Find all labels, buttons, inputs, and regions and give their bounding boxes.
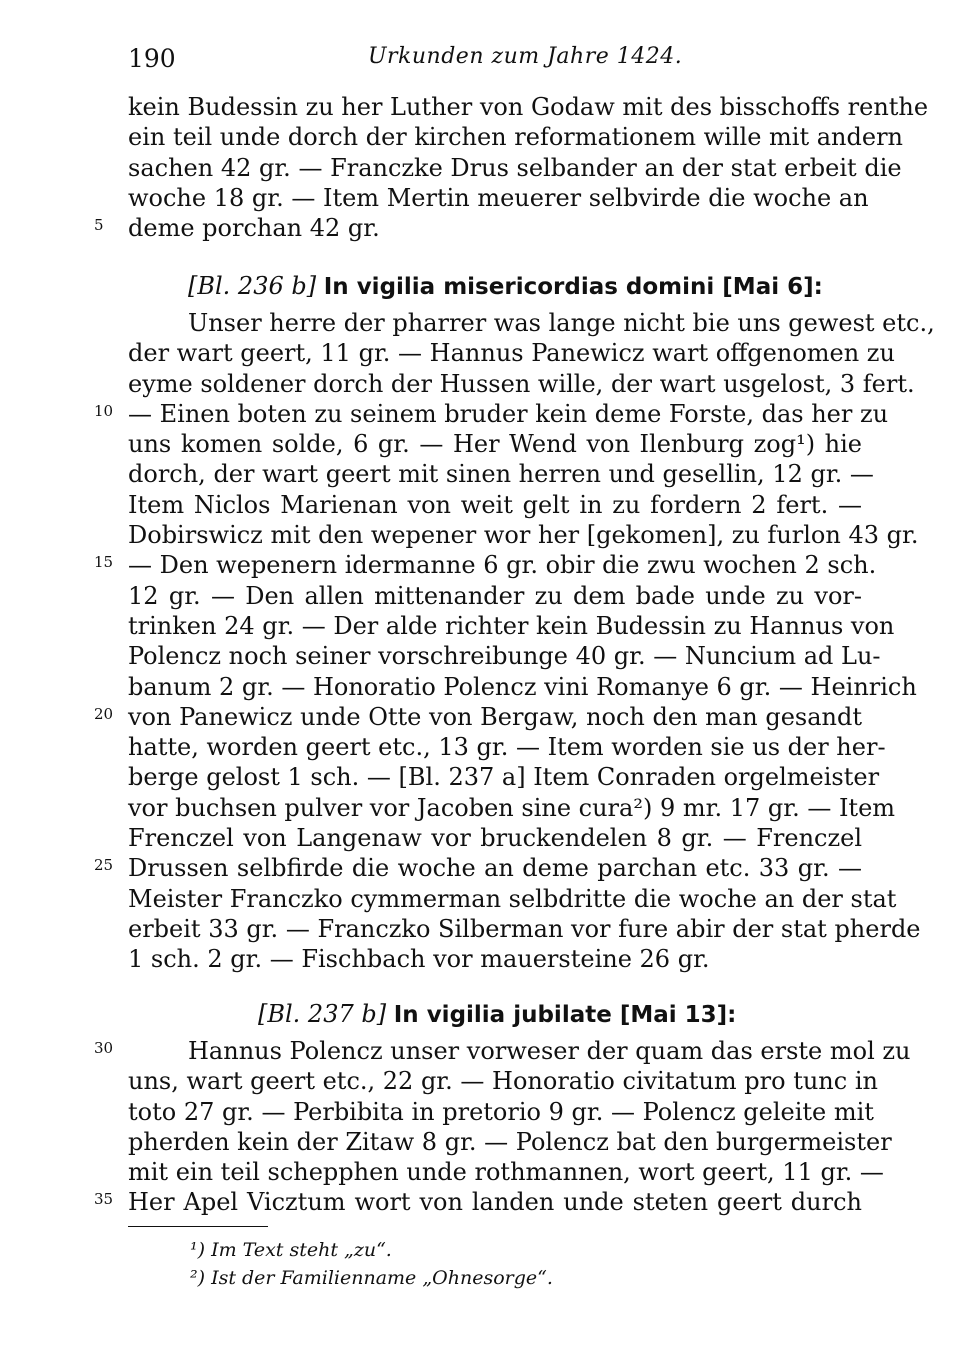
line-number: 20: [94, 704, 114, 723]
footnotes: [190, 1236, 553, 1292]
section-title: In vigilia misericordias domini [Mai 6]:: [323, 274, 823, 300]
footnote-2: ²) Ist der Familienname „Ohnesorge“.: [190, 1267, 553, 1289]
text-line: Polencz noch seiner vorschreibunge 40 gr. — Nuncium ad Lu-: [128, 642, 881, 671]
line-number: 10: [94, 401, 114, 420]
folio-reference: [Bl. 237 b]: [258, 1000, 387, 1028]
text-line: [94, 399, 889, 429]
line-text: Drussen selbfirde die woche an deme parchan etc. 33 gr. —: [128, 854, 862, 883]
text-line: dorch, der wart geert mit sinen herren und gesellin, 12 gr. —: [128, 460, 874, 489]
text-line: kein Budessin zu her Luther von Godaw mit des bisschoffs renthe: [128, 93, 929, 121]
text-line: woche 18 gr. — Item Mertin meuerer selbvirde die woche an: [128, 183, 869, 212]
text-line: banum 2 gr. — Honoratio Polencz vini Romanye 6 gr. — Heinrich: [128, 672, 917, 701]
text-line: [94, 1036, 911, 1066]
text-line: mit ein teil schepphen unde rothmannen, wort geert, 11 gr. —: [128, 1158, 884, 1187]
text-line: sachen 42 gr. — Franczke Drus selbander an der stat erbeit die: [128, 153, 902, 182]
line-text: von Panewicz unde Otte von Bergaw, noch den man gesandt: [128, 702, 862, 731]
footnote-rule: [128, 1226, 268, 1227]
text-line: vor buchsen pulver vor Jacoben sine cura²) 9 mr. 17 gr. — Item: [128, 793, 896, 822]
footnote-1: ¹) Im Text steht „zu“.: [190, 1239, 392, 1261]
text-line: Dobirswicz mit den wepener wor her [gekomen], zu furlon 43 gr.: [128, 521, 919, 550]
page-number: 190: [128, 44, 176, 73]
folio-reference: [Bl. 236 b]: [188, 272, 317, 300]
text-line: berge gelost 1 sch. — [Bl. 237 a] Item Conraden orgelmeister: [128, 763, 880, 792]
text-line: toto 27 gr. — Perbibita in pretorio 9 gr. — Polencz geleite mit: [128, 1097, 874, 1126]
line-number: 30: [94, 1039, 114, 1057]
text-line: [94, 853, 862, 883]
running-head: [0, 40, 960, 80]
text-line: 12 gr. — Den allen mittenander zu dem bade unde zu vor-: [128, 581, 862, 610]
text-line: eyme soldener dorch der Hussen wille, der wart usgelost, 3 fert.: [128, 369, 915, 398]
text-line: ein teil unde dorch der kirchen reformationem wille mit andern: [128, 123, 903, 152]
text-line: uns, wart geert etc., 22 gr. — Honoratio civitatum pro tunc in: [128, 1067, 878, 1096]
text-line: der wart geert, 11 gr. — Hannus Panewicz wart offgenomen zu: [128, 339, 895, 368]
line-number: 25: [94, 856, 114, 875]
paragraph-1: [94, 92, 929, 243]
text-line: Frenczel von Langenaw vor bruckendelen 8 gr. — Frenczel: [128, 824, 862, 853]
line-text: deme porchan 42 gr.: [128, 214, 380, 243]
text-line: Meister Franczko cymmerman selbdritte die woche an der stat: [128, 884, 897, 913]
text-line: pherden kein der Zitaw 8 gr. — Polencz bat den burgermeister: [128, 1127, 892, 1156]
line-text: Hannus Polencz unser vorweser der quam das erste mol zu: [188, 1037, 911, 1065]
text-line: Unser herre der pharrer was lange nicht bie uns gewest etc.,: [188, 309, 935, 337]
paragraph-2: [94, 308, 935, 975]
line-text: — Einen boten zu seinem bruder kein deme Forste, das her zu: [128, 399, 889, 428]
line-number: 35: [94, 1190, 114, 1209]
text-line: [94, 213, 862, 243]
line-text: Her Apel Vicztum wort von landen unde steten geert durch: [128, 1188, 862, 1217]
line-number: 5: [94, 216, 104, 235]
line-number: 15: [94, 553, 114, 572]
paragraph-3: [94, 1036, 911, 1218]
section-title: In vigilia jubilate [Mai 13]:: [393, 1002, 737, 1028]
text-line: [94, 550, 877, 580]
text-line: trinken 24 gr. — Der alde richter kein Budessin zu Hannus von: [128, 611, 895, 640]
text-line: erbeit 33 gr. — Franczko Silberman vor fure abir der stat pherde: [128, 914, 921, 943]
text-line: uns komen solde, 6 gr. — Her Wend von Ilenburg zog¹) hie: [128, 430, 862, 459]
text-line: hatte, worden geert etc., 13 gr. — Item worden sie us der her-: [128, 733, 886, 762]
section-heading: [258, 998, 960, 1030]
text-line: [94, 1187, 862, 1217]
section-heading: [188, 270, 922, 302]
running-title: Urkunden zum Jahre 1424.: [368, 44, 683, 69]
text-line: [94, 702, 862, 732]
text-line: Item Niclos Marienan von weit gelt in zu fordern 2 fert. —: [128, 490, 862, 519]
text-line: 1 sch. 2 gr. — Fischbach vor mauersteine 26 gr.: [128, 945, 710, 974]
line-text: — Den wepenern idermanne 6 gr. obir die zwu wochen 2 sch.: [128, 551, 877, 580]
